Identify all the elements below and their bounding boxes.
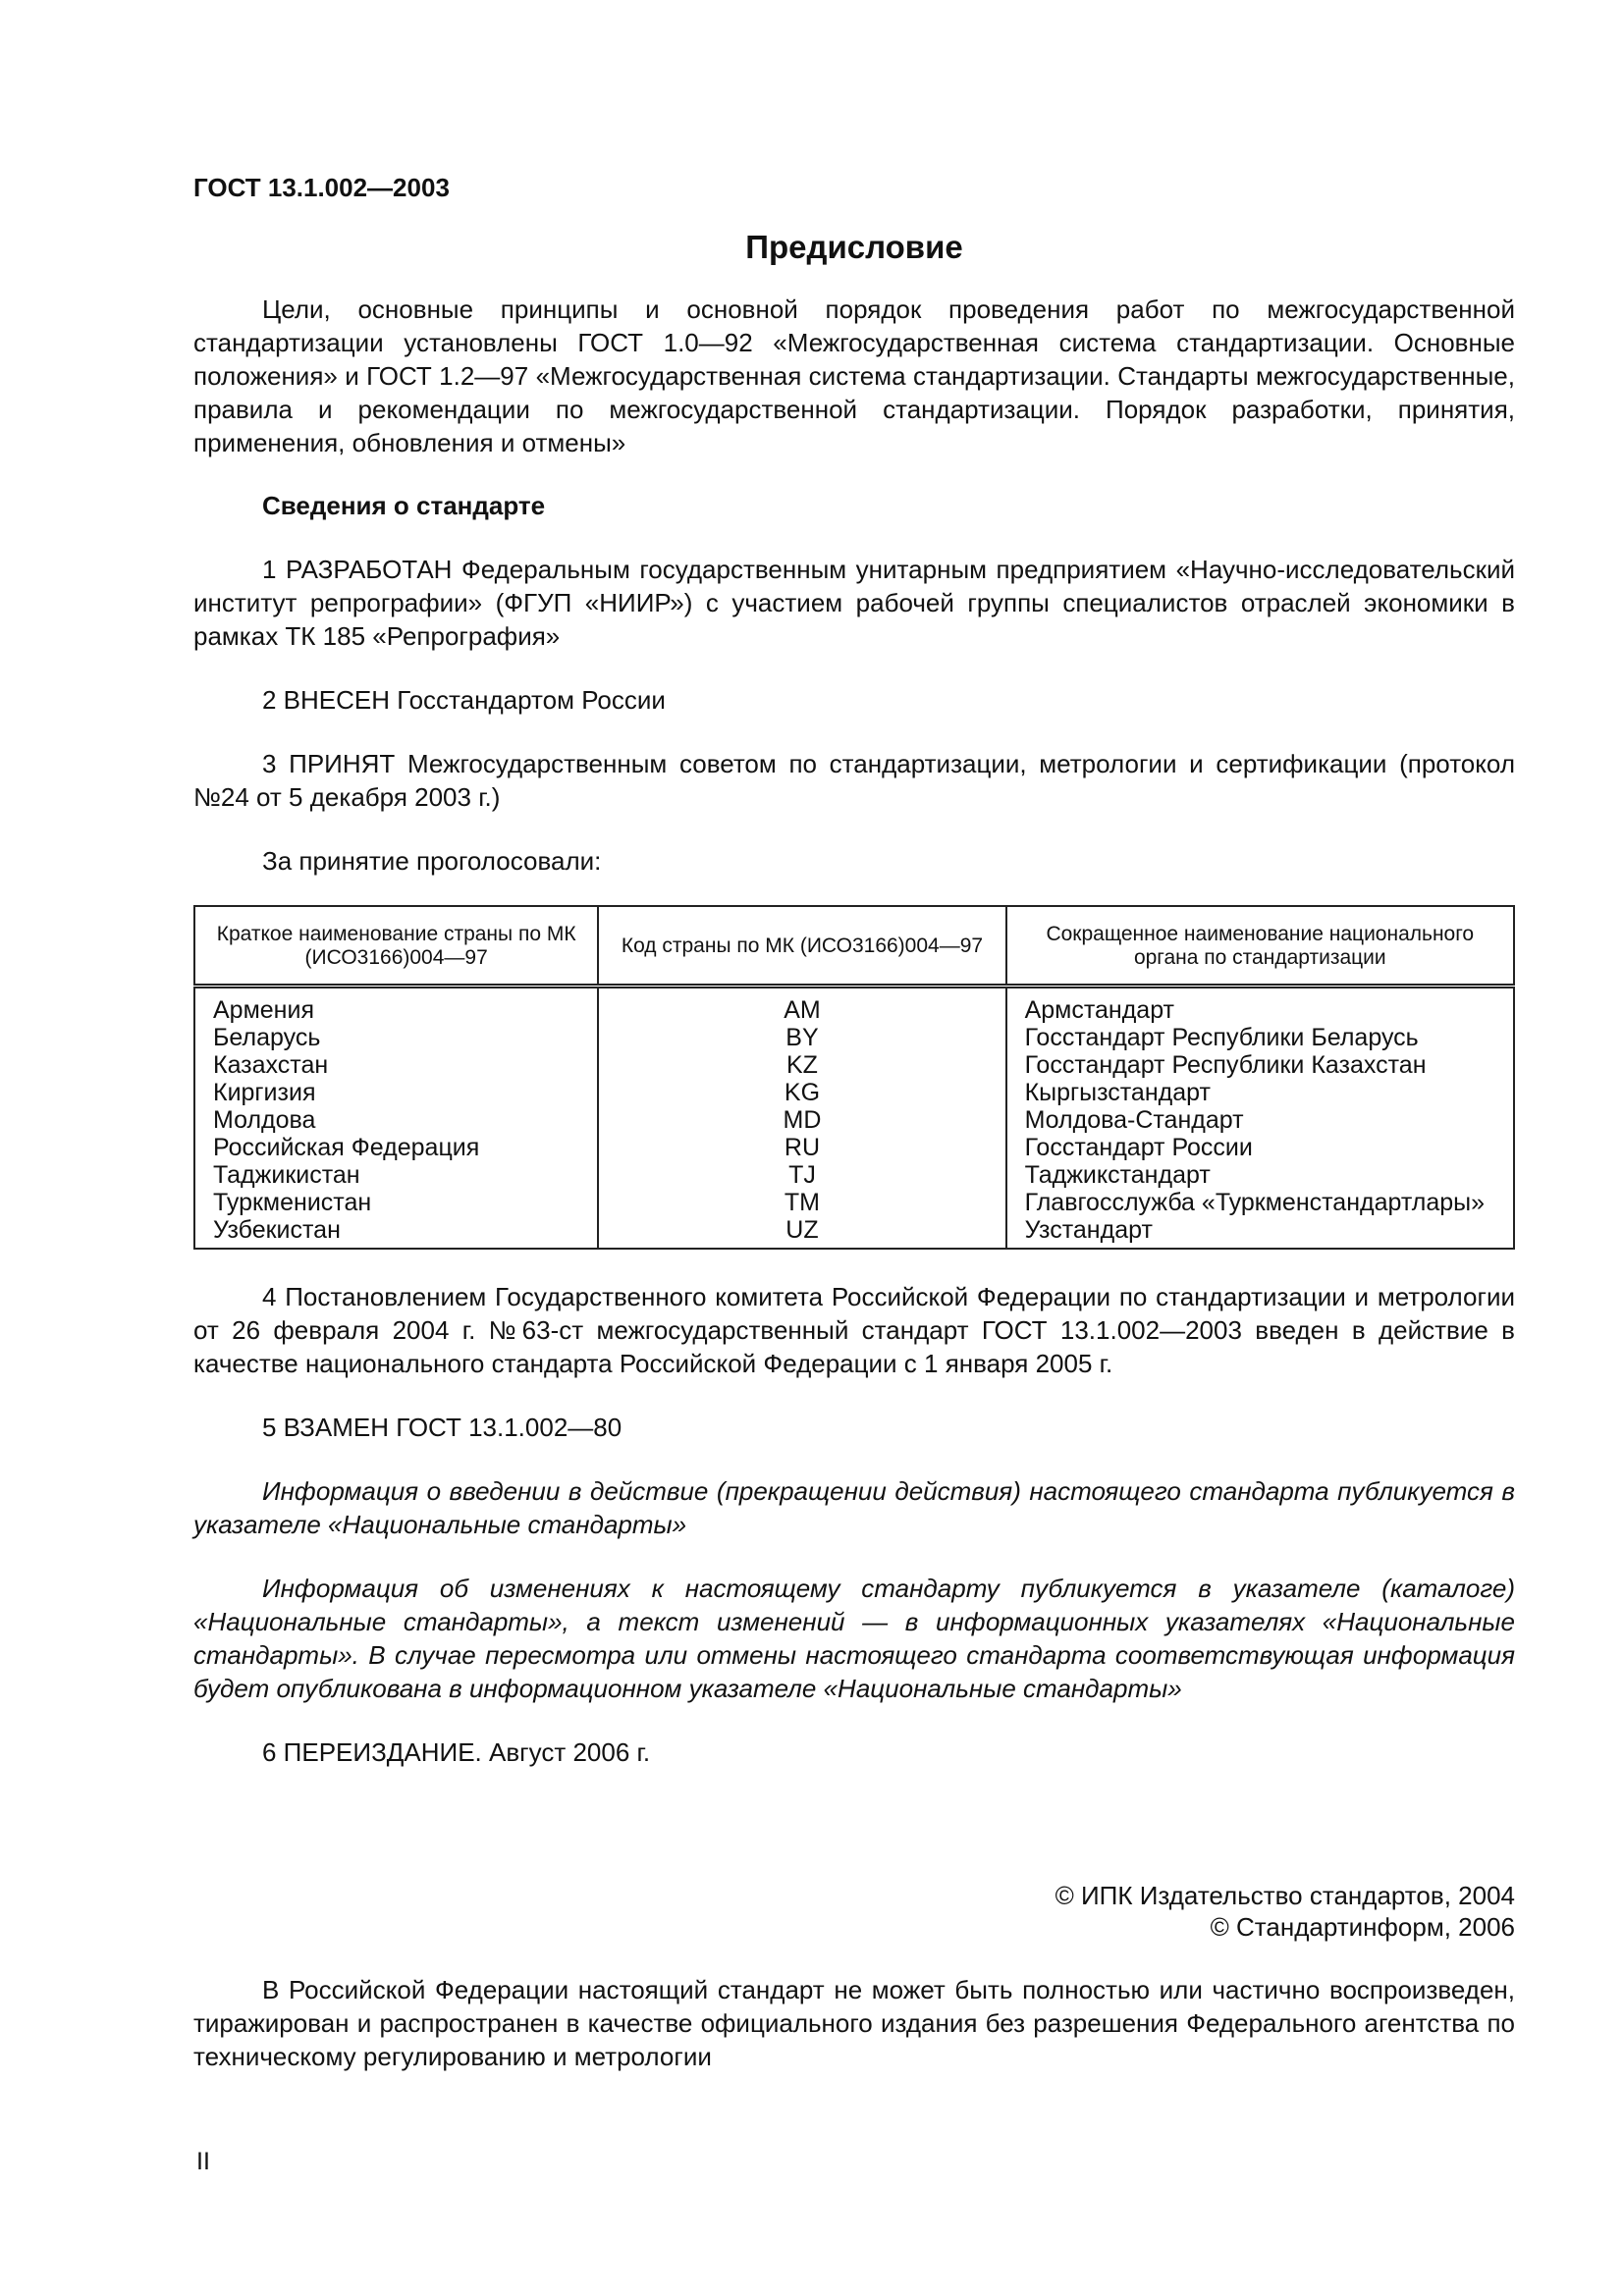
info-enactment-notice: Информация о введении в действие (прекращении действия) настоящего стандарта публикуется в указателе «Национальные стандарты»	[193, 1476, 1515, 1539]
item-3-adopted: 3 ПРИНЯТ Межгосударственным советом по стандартизации, метрологии и сертификации (протокол №24 от 5 декабря 2003 г.)	[193, 749, 1515, 812]
cell-standards-body: Госстандарт Республики Беларусь	[1006, 1024, 1514, 1051]
table-row	[194, 1106, 1514, 1134]
info-changes-notice: Информация об изменениях к настоящему стандарту публикуется в указателе (каталоге) «Национальные стандарты», а текст изменений — в информационных указателях «Национальные стандарты». В случае пересмотра или отмены настоящего стандарта соответствующая информация будет опубликована в информационном указателе «Национальные стандарты»	[193, 1574, 1515, 1703]
cell-country-code: KZ	[598, 1051, 1005, 1079]
table-row	[194, 987, 1514, 1025]
item-4-enactment: 4 Постановлением Государственного комитета Российской Федерации по стандартизации и метрологии от 26 февраля 2004 г. №63-ст межгосударственный стандарт ГОСТ 13.1.002—2003 введен в действие в качестве национального стандарта Российской Федерации с 1 января 2005 г.	[193, 1282, 1515, 1378]
cell-country-code: RU	[598, 1134, 1005, 1161]
header-country-name: Краткое наименование страны по МК (ИСО3166)004—97	[194, 906, 598, 987]
cell-standards-body: Молдова-Стандарт	[1006, 1106, 1514, 1134]
page-title: Предисловие	[745, 229, 963, 265]
item-5-replaces: 5 ВЗАМЕН ГОСТ 13.1.002—80	[262, 1413, 622, 1442]
table-row	[194, 1189, 1514, 1216]
copyright-block	[193, 1880, 1515, 1943]
item-6-reissue: 6 ПЕРЕИЗДАНИЕ. Август 2006 г.	[262, 1737, 651, 1767]
intro-paragraph: Цели, основные принципы и основной порядок проведения работ по межгосударственной стандартизации установлены ГОСТ 1.0—92 «Межгосударственная система стандартизации. Основные положения» и ГОСТ 1.2—97 «Межгосударственная система стандартизации. Стандарты межгосударственные, правила и рекомендации по межгосударственной стандартизации. Порядок разработки, принятия, применения, обновления и отмены»	[193, 294, 1515, 457]
cell-country-name: Киргизия	[194, 1079, 598, 1106]
cell-country-name: Российская Федерация	[194, 1134, 598, 1161]
legal-notice: В Российской Федерации настоящий стандарт не может быть полностью или частично воспроизведен, тиражирован и распространен в качестве официального издания без разрешения Федерального агентства по техническому регулированию и метрологии	[193, 1975, 1515, 2071]
table-row	[194, 1161, 1514, 1189]
item-1-developed: 1 РАЗРАБОТАН Федеральным государственным унитарным предприятием «Научно-исследовательский институт репрографии» (ФГУП «НИИР») с участием рабочей группы специалистов отраслей экономики в рамках ТК 185 «Репрография»	[193, 555, 1515, 651]
vote-label: За принятие проголосовали:	[262, 846, 602, 876]
cell-country-code: KG	[598, 1079, 1005, 1106]
cell-country-code: MD	[598, 1106, 1005, 1134]
cell-standards-body: Узстандарт	[1006, 1216, 1514, 1249]
page-number: II	[196, 2148, 210, 2175]
cell-country-code: TM	[598, 1189, 1005, 1216]
header-country-code: Код страны по МК (ИСО3166)004—97	[598, 906, 1005, 987]
cell-country-name: Казахстан	[194, 1051, 598, 1079]
cell-country-code: UZ	[598, 1216, 1005, 1249]
table-row	[194, 1051, 1514, 1079]
cell-country-name: Туркменистан	[194, 1189, 598, 1216]
item-2-submitted: 2 ВНЕСЕН Госстандартом России	[262, 685, 666, 715]
copyright-line-1: © ИПК Издательство стандартов, 2004	[1055, 1881, 1515, 1910]
table-row	[194, 1134, 1514, 1161]
member-countries-table	[193, 905, 1515, 1250]
document-code: ГОСТ 13.1.002—2003	[193, 173, 450, 202]
cell-standards-body: Кыргызстандарт	[1006, 1079, 1514, 1106]
cell-country-name: Беларусь	[194, 1024, 598, 1051]
table-row	[194, 1079, 1514, 1106]
cell-country-code: AM	[598, 987, 1005, 1025]
copyright-line-2: © Стандартинформ, 2006	[1210, 1912, 1515, 1942]
table-row	[194, 1216, 1514, 1249]
standard-info-heading: Сведения о стандарте	[262, 491, 546, 520]
table-header-row	[194, 906, 1514, 987]
cell-country-name: Молдова	[194, 1106, 598, 1134]
cell-standards-body: Таджикстандарт	[1006, 1161, 1514, 1189]
cell-standards-body: Госстандарт России	[1006, 1134, 1514, 1161]
cell-country-code: BY	[598, 1024, 1005, 1051]
cell-standards-body: Главгосслужба «Туркменстандартлары»	[1006, 1189, 1514, 1216]
cell-country-name: Таджикистан	[194, 1161, 598, 1189]
cell-country-name: Армения	[194, 987, 598, 1025]
cell-country-code: TJ	[598, 1161, 1005, 1189]
table-body	[194, 987, 1514, 1250]
table-row	[194, 1024, 1514, 1051]
header-standards-body: Сокращенное наименование национального органа по стандартизации	[1006, 906, 1514, 987]
cell-country-name: Узбекистан	[194, 1216, 598, 1249]
cell-standards-body: Госстандарт Республики Казахстан	[1006, 1051, 1514, 1079]
cell-standards-body: Армстандарт	[1006, 987, 1514, 1025]
page-content	[193, 173, 1515, 2073]
